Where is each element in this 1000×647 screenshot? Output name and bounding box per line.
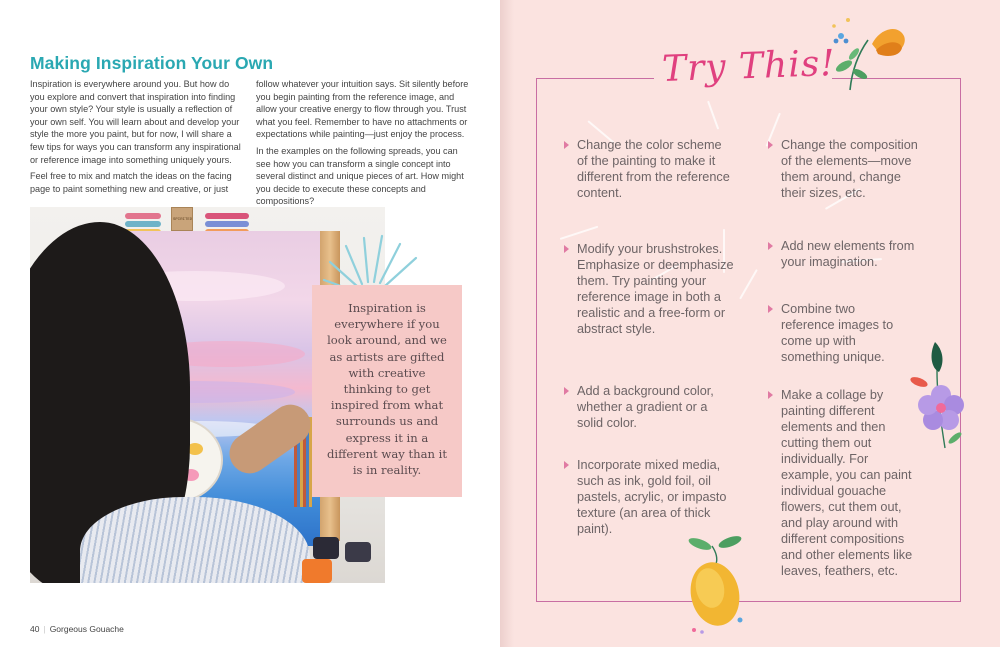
tip-text: Combine two reference images to come up with something unique. [781,302,894,364]
swatch-strip [125,221,161,227]
bullet-arrow-icon [768,391,773,399]
paint-jar [345,542,371,562]
bullet-arrow-icon [768,141,773,149]
tip-item [564,241,734,337]
page-number: 40 [30,624,40,634]
tip-item [768,238,918,270]
paragraph: Inspiration is everywhere around you. But how do you explore and convert that inspiration into finding your own style? Your style is usually a reflection of your own self. You will learn about and develop your style the more you paint, but for now, I will share a few tips for ways you can transform any inspirational or reference image into something uniquely yours. [30,79,241,165]
tip-text: Incorporate mixed media, such as ink, gold foil, oil pastels, acrylic, or impasto texture (an area of thick paint). [577,458,727,536]
swatch-strip [205,213,249,219]
paragraph: follow whatever your intuition says. Sit silently before you begin painting from the reference image, and allow your creative energy to flow through you. Trust what you feel. Remember to have no attachments or expectations while painting—just enjoy the process. [256,79,469,140]
tip-item [768,301,908,365]
tip-item [564,137,734,201]
bullet-arrow-icon [564,141,569,149]
paint-jar [313,537,339,559]
paragraph: In the examples on the following spreads, you can see how you can transform a single concept into several distinct and unique pieces of art. How might you decide to execute these concepts and compositions? [256,145,464,207]
footer-separator: | [43,624,46,634]
tip-text: Add new elements from your imagination. [781,239,915,269]
butterfly-flower-sprig-icon [828,14,918,92]
tip-text: Change the composition of the elements—move them around, change their sizes, etc. [781,138,918,200]
bullet-arrow-icon [564,245,569,253]
right-page [500,0,1000,647]
section-heading: Making Inspiration Your Own [30,53,274,73]
bullet-arrow-icon [564,461,569,469]
body-column-1 [30,78,245,199]
pull-quote-box [312,285,462,497]
tip-text: Change the color scheme of the painting to make it different from the reference content. [577,138,730,200]
book-title: Gorgeous Gouache [49,624,124,634]
swatch-strip [125,213,161,219]
tip-item [564,457,734,537]
page-footer [30,624,124,634]
body-column-2 [256,78,471,212]
tip-text: Make a collage by painting different elements and then cutting them out individually. For example, you can paint individual gouache flowers, cut them out, and play around with different compositions and other elements like leaves, feathers, etc. [781,388,913,578]
tip-text: Add a background color, whether a gradient or a solid color. [577,384,714,430]
purple-flower-icon [905,338,975,458]
bullet-arrow-icon [768,305,773,313]
bullet-arrow-icon [768,242,773,250]
bullet-arrow-icon [564,387,569,395]
tip-item [768,387,913,579]
pull-quote-text: Inspiration is everywhere if you look around, and we as artists are gifted with creative thinking to get inspired from what surrounds us and express it in a different way than it is in reality. [326,301,448,478]
tip-item [564,383,734,431]
tip-text: Modify your brushstrokes. Emphasize or deemphasize them. Try painting your reference image in both a realistic and a free-form or abstract style. [577,242,734,336]
swatch-strip [205,221,249,227]
paint-jar [302,559,332,583]
tag-label: SPIRITED [173,218,193,222]
gutter-shadow [500,0,514,647]
paragraph: Feel free to mix and match the ideas on the facing page to paint something new and creative, or just [30,171,232,194]
lemon-icon [680,532,754,636]
sunburst-icon [318,232,438,292]
try-this-title: Try This! [661,42,837,91]
tip-item [768,137,918,201]
